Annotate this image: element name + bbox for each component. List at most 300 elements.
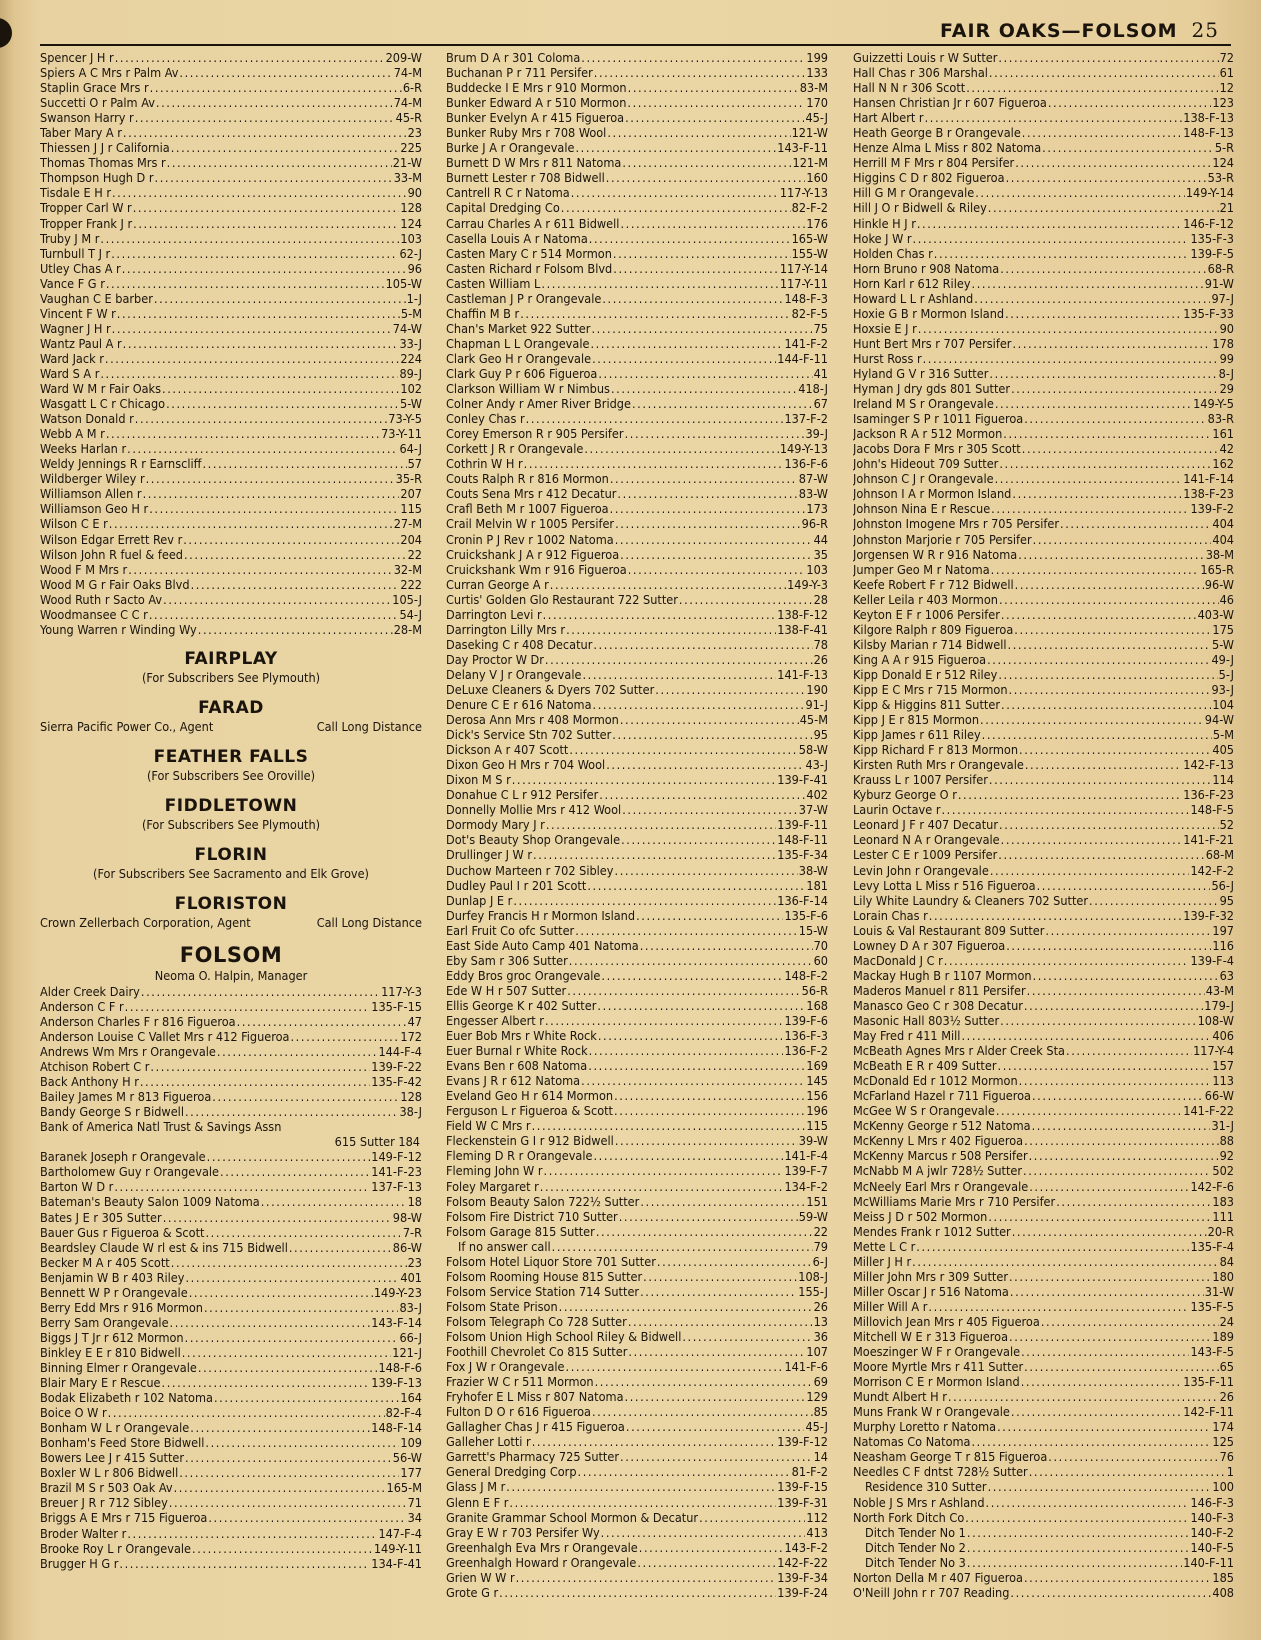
listing-number: 90 (407, 185, 422, 201)
page-number: 25 (1191, 18, 1219, 42)
leader-dots (913, 231, 1190, 246)
leader-dots (601, 1525, 806, 1540)
leader-dots (584, 441, 778, 456)
listing-name: Turnbull T J r (40, 245, 111, 261)
leader-dots (941, 802, 1189, 817)
leader-dots (622, 155, 791, 170)
listing-name: Levy Lotta L Miss r 516 Figueroa (853, 877, 1036, 893)
listing-entry (40, 1014, 422, 1029)
listing-number: 209-W (385, 50, 422, 65)
leader-dots (123, 125, 407, 140)
leader-dots (204, 1300, 398, 1315)
listing-entry (446, 983, 828, 998)
listing-name: Bank of America Natl Trust & Savings Assn (40, 1119, 282, 1135)
leader-dots (637, 1555, 776, 1570)
listing-name: Dixon Geo H Mrs r 704 Wool (446, 757, 606, 773)
listing-name: Morrison C E r Mormon Island (853, 1374, 1020, 1390)
listing-entry (446, 1525, 828, 1540)
leader-dots (509, 1495, 776, 1510)
listing-number: 160 (806, 170, 828, 186)
leader-dots (559, 1299, 813, 1314)
listing-name: Engesser Albert r (446, 1013, 544, 1028)
listing-name: Folsom Rooming House 815 Sutter (446, 1268, 643, 1284)
listing-number: 45-R (395, 110, 422, 126)
listing-name: Clark Geo H r Orangevale (446, 350, 592, 366)
leader-dots (640, 938, 813, 953)
listing-entry (853, 170, 1234, 185)
listing-number: 181 (806, 877, 828, 893)
listing-name: Anderson C F r (40, 998, 124, 1014)
listing-entry (446, 908, 828, 923)
listing-number: 168 (806, 997, 828, 1013)
listing-name: Bonham's Feed Store Bidwell (40, 1435, 205, 1451)
listing-number: 139-F-6 (784, 1013, 828, 1028)
leader-dots (189, 1285, 373, 1300)
listing-name: Kyburz George O r (853, 787, 957, 803)
listing-number: 105-J (392, 591, 422, 607)
listing-number: 97-J (1211, 290, 1234, 306)
listing-number: 133 (806, 65, 828, 81)
listing-name: Weldy Jennings R r Earnscliff (40, 456, 202, 472)
leader-dots (928, 1299, 1189, 1314)
leader-dots (513, 893, 776, 908)
leader-dots (989, 65, 1219, 80)
listing-number: 111 (1212, 1208, 1234, 1224)
listing-name: Buddecke I E Mrs r 910 Mormon (446, 80, 627, 96)
leader-dots (146, 471, 395, 486)
listing-entry (446, 125, 828, 140)
listing-name: Drullinger J W r (446, 847, 533, 863)
listing-name: Hoxsie E J r (853, 320, 917, 336)
leader-dots (998, 847, 1204, 862)
listing-entry (853, 411, 1234, 426)
listing-entry (40, 170, 422, 185)
leader-dots (1056, 1194, 1211, 1209)
listing-number: 124 (1212, 155, 1234, 171)
listing-name: Berry Edd Mrs r 916 Mormon (40, 1299, 203, 1315)
listing-entry (446, 727, 828, 742)
listing-entry (853, 456, 1234, 471)
listing-name: Greenhalgh Eva Mrs r Orangevale (446, 1539, 638, 1555)
leader-dots (125, 999, 371, 1014)
listing-name: Dormody Mary J r (446, 817, 545, 833)
listing-number: 99 (1219, 350, 1234, 366)
listing-entry (853, 1254, 1234, 1269)
listing-entry (446, 336, 828, 351)
listing-entry (446, 231, 828, 246)
leader-dots (1089, 893, 1219, 908)
listing-entry (853, 1209, 1234, 1224)
listing-entry (40, 1029, 422, 1044)
leader-dots (163, 1210, 392, 1225)
listing-number: 117-Y-13 (779, 185, 828, 201)
listing-entry (446, 772, 828, 787)
listing-entry (40, 1450, 422, 1465)
listing-name: Darrington Levi r (446, 606, 542, 622)
listing-number: 56-R (801, 982, 828, 998)
leader-dots (512, 772, 777, 787)
listing-entry (446, 351, 828, 366)
listing-number: 41 (813, 365, 828, 381)
listing-name: Wood Ruth r Sacto Av (40, 591, 163, 607)
listing-name: Clarkson William W r Nimbus (446, 381, 610, 397)
leader-dots (202, 456, 406, 471)
listing-name: Capital Dredging Co (446, 200, 560, 216)
listing-entry (40, 547, 422, 562)
listing-name: MacDonald J C r (853, 952, 943, 968)
listing-name: Crafl Beth M r 1007 Figueroa (446, 501, 609, 517)
listing-name: Donahue C L r 912 Persifer (446, 787, 599, 803)
listing-number: 403-W (1197, 606, 1234, 622)
leader-dots (606, 757, 804, 772)
leader-dots (1021, 1344, 1189, 1359)
leader-dots (615, 516, 801, 531)
listing-name: Curtis' Golden Glo Restaurant 722 Sutter (446, 591, 678, 607)
listing-entry (853, 607, 1234, 622)
leader-dots (610, 501, 806, 516)
listing-name: DeLuxe Cleaners & Dyers 702 Sutter (446, 681, 655, 697)
listing-entry (853, 878, 1234, 893)
listing-entry (853, 1404, 1234, 1419)
listing-number: 83-M (799, 80, 828, 96)
listing-name: Hinkle H J r (853, 215, 916, 231)
listing-entry (446, 110, 828, 125)
listing-number: 165-R (1200, 561, 1234, 577)
leader-dots (100, 366, 398, 381)
listing-name: Burke J A r Orangevale (446, 140, 575, 156)
listing-name: Lester C E r 1009 Persifer (853, 847, 998, 863)
listing-number: 140-F-11 (1183, 1554, 1234, 1570)
listing-name: Alder Creek Dairy (40, 983, 140, 999)
listing-name: Kipp & Higgins 811 Sutter (853, 697, 1000, 713)
listing-number: 38-W (798, 862, 828, 878)
leader-dots (1032, 1088, 1204, 1103)
listing-entry (853, 968, 1234, 983)
listing-number: 5-M (1212, 727, 1234, 743)
listing-name: Holden Chas r (853, 245, 933, 261)
listing-number: 189 (1212, 1328, 1234, 1344)
leader-dots (1022, 441, 1219, 456)
leader-dots (614, 1103, 805, 1118)
leader-dots (1006, 938, 1211, 953)
listing-name: Horn Bruno r 908 Natoma (853, 260, 1000, 276)
leader-dots (995, 471, 1183, 486)
listing-number: 21-W (392, 155, 422, 171)
listing-entry (40, 396, 422, 411)
leader-dots (598, 366, 812, 381)
listing-name: Thompson Hugh D r (40, 170, 154, 186)
listing-entry (40, 65, 422, 80)
listing-number: 135-F-42 (371, 1074, 422, 1090)
listing-number: 135-F-4 (1190, 1238, 1234, 1254)
listing-name: Succetti O r Palm Av (40, 95, 155, 111)
listing-entry (853, 682, 1234, 697)
listing-name: Barton W D r (40, 1179, 114, 1195)
listing-entry (446, 471, 828, 486)
listing-name: If no answer call (458, 1238, 551, 1254)
listing-entry (446, 1133, 828, 1148)
listing-entry (40, 577, 422, 592)
listing-entry (853, 983, 1234, 998)
leader-dots (986, 1495, 1190, 1510)
agent-line (40, 719, 422, 735)
listing-number: 60 (813, 952, 828, 968)
listing-name: Miller Oscar J r 516 Natoma (853, 1283, 1009, 1299)
listing-entry (853, 1148, 1234, 1163)
listing-name: Thiessen J J r California (40, 140, 170, 156)
listing-entry (853, 261, 1234, 276)
listing-number: 86-W (392, 1239, 422, 1255)
listing-number: 169 (806, 1058, 828, 1074)
leader-dots (179, 65, 392, 80)
listing-name: Ditch Tender No 2 (865, 1539, 966, 1555)
listing-entry (40, 1510, 422, 1525)
listing-entry (446, 381, 828, 396)
listing-number: 43-M (1205, 982, 1234, 998)
listing-number: 100 (1212, 1479, 1234, 1495)
listing-name: Jackson R A r 512 Mormon (853, 426, 1003, 442)
listing-name: Anderson Louise C Vallet Mrs r 412 Figueroa (40, 1028, 290, 1044)
leader-dots (578, 1464, 791, 1479)
leader-dots (1041, 1314, 1219, 1329)
listing-entry (40, 1149, 422, 1164)
listing-entry (853, 1028, 1234, 1043)
listing-entry (40, 1375, 422, 1390)
listing-entry (446, 1148, 828, 1163)
listing-number: 33-J (399, 335, 422, 351)
leader-dots (1012, 336, 1211, 351)
listing-entry (40, 110, 422, 125)
listing-number: 174 (1212, 1419, 1234, 1435)
listing-number: 71 (407, 1495, 422, 1511)
listing-number: 121-W (791, 125, 828, 141)
listing-number: 151 (806, 1193, 828, 1209)
listing-name: Louis & Val Restaurant 809 Sutter (853, 922, 1045, 938)
listing-number: 15-W (798, 922, 828, 938)
listing-entry (853, 1299, 1234, 1314)
listing-name: Tropper Frank J r (40, 215, 133, 231)
listing-name: Jacobs Dora F Mrs r 305 Scott (853, 441, 1021, 457)
listing-name: Wood M G r Fair Oaks Blvd (40, 576, 190, 592)
leader-dots (133, 200, 400, 215)
listing-entry (446, 607, 828, 622)
listing-entry (853, 562, 1234, 577)
leader-dots (682, 1329, 812, 1344)
listing-number: 44 (813, 531, 828, 547)
listing-entry (40, 532, 422, 547)
leader-dots (198, 1360, 378, 1375)
listing-entry (446, 1495, 828, 1510)
leader-dots (183, 532, 399, 547)
listing-entry (446, 817, 828, 832)
leader-dots (613, 246, 791, 261)
listing-name: Breuer J R r 712 Sibley (40, 1495, 168, 1511)
listing-name: Becker M A r 405 Scott (40, 1254, 170, 1270)
listing-entry (446, 547, 828, 562)
listing-name: Utley Chas A r (40, 260, 121, 276)
leader-dots (575, 140, 776, 155)
listing-number: 139-F-41 (777, 772, 828, 788)
listing-entry (446, 998, 828, 1013)
listing-name: Kirsten Ruth Mrs r Orangevale (853, 757, 1024, 773)
listing-entry (40, 1495, 422, 1510)
listing-name: Vance F G r (40, 275, 105, 291)
listing-number: 137-F-2 (784, 411, 828, 427)
listing-name: Chan's Market 922 Sutter (446, 320, 591, 336)
listing-entry (40, 140, 422, 155)
listing-entry (853, 1118, 1234, 1133)
listing-number: 222 (400, 576, 422, 592)
leader-dots (290, 1029, 399, 1044)
listing-name: Kilgore Ralph r 809 Figueroa (853, 621, 1014, 637)
leader-dots (123, 336, 399, 351)
listing-name: Laurin Octave r (853, 802, 941, 818)
listing-name: Briggs A E Mrs r 715 Figueroa (40, 1510, 208, 1526)
leader-dots (185, 1450, 392, 1465)
listing-number: 57 (407, 456, 422, 472)
listing-number: 139-F-32 (1183, 907, 1234, 923)
listing-number: 404 (1212, 516, 1234, 532)
listing-entry (40, 1465, 422, 1480)
leader-dots (987, 652, 1210, 667)
listing-number: 148-F-14 (371, 1420, 422, 1436)
listing-name: Hoxie G B r Mormon Island (853, 305, 1005, 321)
listing-entry (40, 1556, 422, 1571)
leader-dots (632, 396, 813, 411)
listing-entry (446, 1510, 828, 1525)
listing-name: Binkley E E r 810 Bidwell (40, 1344, 181, 1360)
listing-name: Field W C Mrs r (446, 1118, 531, 1134)
listing-entry (40, 1255, 422, 1270)
listing-entry (853, 501, 1234, 516)
listing-name: Fleming John W r (446, 1163, 543, 1179)
leader-dots (114, 1179, 370, 1194)
listing-number: 175 (1212, 621, 1234, 637)
listing-entry (446, 1555, 828, 1570)
listing-number: 185 (1212, 1569, 1234, 1585)
leader-dots (208, 1510, 406, 1525)
listing-entry (853, 396, 1234, 411)
listing-name: McGee W S r Orangevale (853, 1103, 995, 1119)
listing-entry (446, 95, 828, 110)
listing-number: 190 (806, 681, 828, 697)
listing-number: 28 (813, 591, 828, 607)
listing-number: 146-F-3 (1190, 1494, 1234, 1510)
listing-number: 108-J (798, 1268, 828, 1284)
listing-number: 103 (400, 230, 422, 246)
listing-name: Dudley Paul I r 201 Scott (446, 877, 587, 893)
listing-name: Ditch Tender No 1 (865, 1524, 966, 1540)
listing-entry (853, 592, 1234, 607)
listing-number: 39-W (798, 1133, 828, 1149)
listing-number: 225 (400, 140, 422, 156)
leader-dots (967, 1555, 1182, 1570)
listing-name: Levin John r Orangevale (853, 862, 989, 878)
listing-number: 42 (1219, 441, 1234, 457)
entries-list (40, 50, 422, 637)
listing-number: 142-F-6 (1190, 1178, 1234, 1194)
leader-dots (545, 1013, 784, 1028)
listing-name: Castleman J P r Orangevale (446, 290, 602, 306)
listing-entry (446, 697, 828, 712)
listing-entry (40, 456, 422, 471)
listing-entry (446, 1209, 828, 1224)
listing-number: 56-J (1211, 877, 1234, 893)
listing-number: 29 (1219, 381, 1234, 397)
listing-entry (446, 1118, 828, 1133)
listing-name: Leonard J F r 407 Decatur (853, 817, 999, 833)
leader-dots (917, 216, 1182, 231)
listing-entry (40, 231, 422, 246)
listing-entry (853, 50, 1234, 65)
listing-name: Dixon M S r (446, 772, 511, 788)
listing-number: 149-Y-11 (373, 1540, 422, 1556)
listing-entry (446, 1013, 828, 1028)
leader-dots (1024, 998, 1203, 1013)
listing-entry (853, 1043, 1234, 1058)
listing-number: 35-R (395, 471, 422, 487)
leader-dots (620, 712, 799, 727)
listing-name: McNeely Earl Mrs r Orangevale (853, 1178, 1029, 1194)
listing-name: Kipp Richard F r 813 Mormon (853, 742, 1019, 758)
leader-dots (1048, 1449, 1218, 1464)
listing-name: Noble J S Mrs r Ashland (853, 1494, 985, 1510)
listing-number: 402 (806, 787, 828, 803)
listing-entry (40, 1119, 422, 1134)
listing-number: 12 (1219, 80, 1234, 96)
listing-entry (853, 516, 1234, 531)
listing-entry (40, 622, 422, 637)
listing-name: Ward S A r (40, 365, 100, 381)
listing-name: Fleckenstein G I r 912 Bidwell (446, 1133, 614, 1149)
listing-name: Leonard N A r Orangevale (853, 832, 1000, 848)
listing-entry (40, 80, 422, 95)
agent-name: Crown Zellerbach Corporation, Agent (40, 914, 251, 930)
listing-number: 207 (400, 486, 422, 502)
leader-dots (1018, 547, 1205, 562)
listing-number: 114 (1212, 772, 1234, 788)
listing-number: 142-F-11 (1183, 1404, 1234, 1420)
listing-name: Eby Sam r 306 Sutter (446, 952, 568, 968)
listing-name: Folsom State Prison (446, 1298, 558, 1314)
listing-number: 149-Y-5 (1193, 396, 1234, 412)
leader-dots (975, 185, 1185, 200)
listing-number: 143-F-14 (371, 1314, 422, 1330)
listing-name: Andrews Wm Mrs r Orangevale (40, 1044, 216, 1060)
listing-entry (853, 1495, 1234, 1510)
listing-number: 149-Y-13 (779, 441, 828, 457)
listing-entry (853, 366, 1234, 381)
listing-entry (853, 1088, 1234, 1103)
leader-dots (627, 95, 805, 110)
leader-dots (1001, 697, 1211, 712)
leader-dots (622, 802, 798, 817)
listing-entry (446, 1449, 828, 1464)
leader-dots (972, 276, 1204, 291)
listing-name: Bunker Ruby Mrs r 708 Wool (446, 125, 607, 141)
listing-number: 22 (407, 546, 422, 562)
listing-name: Johnston Imogene Mrs r 705 Persifer (853, 516, 1059, 532)
listing-name: Daseking C r 408 Decatur (446, 636, 593, 652)
listing-entry (853, 998, 1234, 1013)
listing-entry (853, 712, 1234, 727)
listing-entry (853, 637, 1234, 652)
listing-entry (40, 1345, 422, 1360)
listing-entry (446, 1570, 828, 1585)
listing-number: 117-Y-14 (779, 260, 828, 276)
leader-dots (593, 1148, 783, 1163)
listing-entry (853, 486, 1234, 501)
